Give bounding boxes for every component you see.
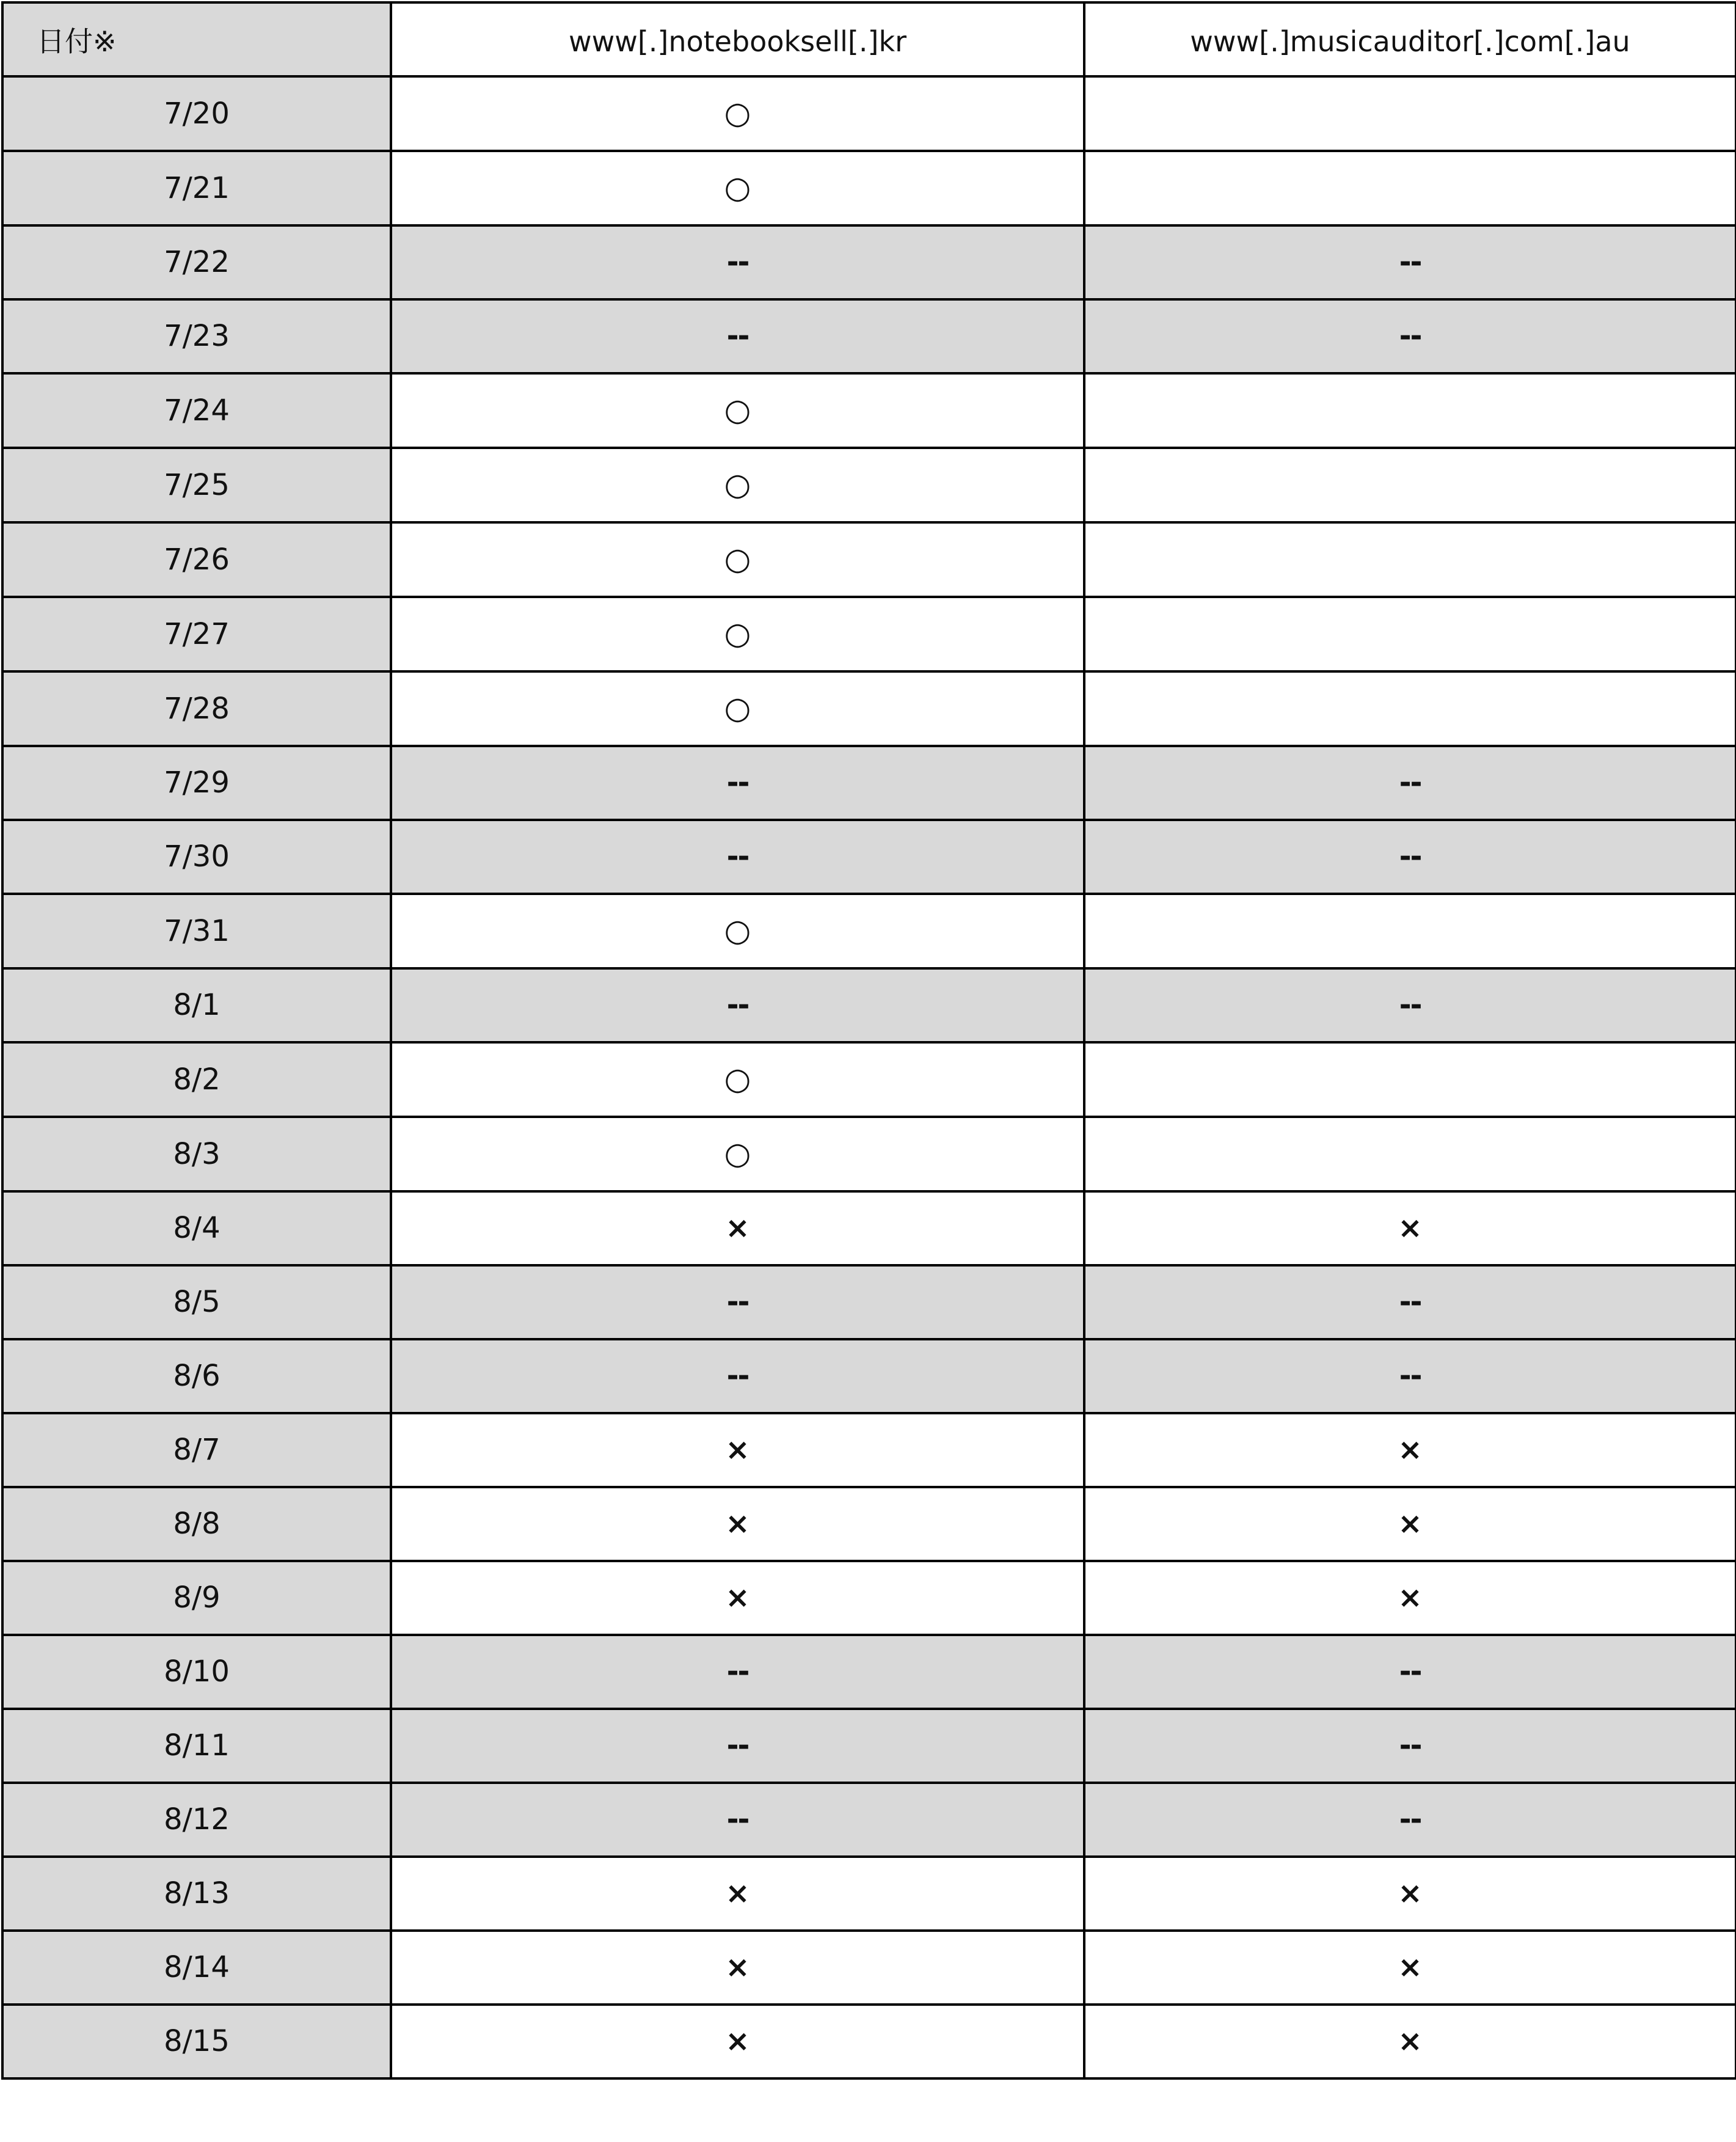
- status-cell-notebooksell[interactable]: [391, 1042, 1084, 1117]
- date-cell[interactable]: 8/15: [2, 2005, 391, 2078]
- cross-mark: ×: [725, 1211, 750, 1245]
- status-cell-musicauditor[interactable]: [1084, 2005, 1736, 2078]
- status-cell-notebooksell[interactable]: [391, 522, 1084, 597]
- dash-mark: --: [1399, 1802, 1421, 1837]
- status-cell-notebooksell[interactable]: [391, 820, 1084, 894]
- status-cell-notebooksell[interactable]: [391, 1561, 1084, 1635]
- status-cell-musicauditor[interactable]: [1084, 373, 1736, 448]
- cross-mark: ×: [1398, 1507, 1423, 1541]
- cross-mark: ×: [725, 1507, 750, 1541]
- date-cell[interactable]: 8/11: [2, 1709, 391, 1783]
- status-cell-notebooksell[interactable]: [391, 597, 1084, 671]
- table-row: [2, 894, 1736, 968]
- table-row: [2, 1413, 1736, 1487]
- status-cell-notebooksell[interactable]: [391, 1857, 1084, 1931]
- date-cell[interactable]: 8/7: [2, 1413, 391, 1487]
- circle-mark: ○: [724, 1136, 751, 1171]
- status-cell-musicauditor[interactable]: [1084, 1265, 1736, 1339]
- table-row: [2, 1709, 1736, 1783]
- status-cell-notebooksell[interactable]: [391, 1339, 1084, 1413]
- dash-mark: --: [1399, 1359, 1421, 1393]
- date-cell[interactable]: 7/23: [2, 299, 391, 373]
- table-row: [2, 1117, 1736, 1191]
- date-cell[interactable]: 7/29: [2, 746, 391, 820]
- status-cell-musicauditor[interactable]: [1084, 968, 1736, 1042]
- status-cell-musicauditor[interactable]: [1084, 1561, 1736, 1635]
- status-cell-notebooksell[interactable]: [391, 2005, 1084, 2078]
- circle-mark: ○: [724, 690, 751, 726]
- dash-mark: --: [1399, 839, 1421, 874]
- status-cell-musicauditor[interactable]: [1084, 1042, 1736, 1117]
- dash-mark: --: [726, 245, 749, 279]
- date-cell[interactable]: 8/13: [2, 1857, 391, 1931]
- circle-mark: ○: [724, 170, 751, 205]
- status-cell-notebooksell[interactable]: [391, 1487, 1084, 1561]
- date-cell[interactable]: 8/3: [2, 1117, 391, 1191]
- date-status-table: [1, 1, 1736, 2080]
- date-cell[interactable]: 7/26: [2, 522, 391, 597]
- dash-mark: --: [726, 988, 749, 1022]
- dash-mark: --: [726, 839, 749, 874]
- status-cell-musicauditor[interactable]: [1084, 448, 1736, 522]
- dash-mark: --: [726, 766, 749, 800]
- date-cell[interactable]: 7/31: [2, 894, 391, 968]
- status-cell-notebooksell[interactable]: [391, 1635, 1084, 1709]
- table-row: [2, 76, 1736, 151]
- table-row: [2, 225, 1736, 299]
- date-cell[interactable]: 8/2: [2, 1042, 391, 1117]
- table-row: [2, 597, 1736, 671]
- table-row: [2, 968, 1736, 1042]
- dash-mark: --: [726, 1802, 749, 1837]
- circle-mark: ○: [724, 913, 751, 948]
- date-cell[interactable]: 7/20: [2, 76, 391, 151]
- status-cell-notebooksell[interactable]: [391, 894, 1084, 968]
- date-cell[interactable]: 8/4: [2, 1191, 391, 1265]
- status-cell-musicauditor[interactable]: [1084, 671, 1736, 746]
- date-cell[interactable]: 8/6: [2, 1339, 391, 1413]
- status-cell-musicauditor[interactable]: [1084, 151, 1736, 225]
- header-row: [2, 2, 1736, 76]
- date-cell[interactable]: 7/25: [2, 448, 391, 522]
- status-cell-musicauditor[interactable]: [1084, 225, 1736, 299]
- status-cell-musicauditor[interactable]: [1084, 894, 1736, 968]
- table-row: [2, 671, 1736, 746]
- cross-mark: ×: [1398, 2024, 1423, 2058]
- date-cell[interactable]: 7/21: [2, 151, 391, 225]
- cross-mark: ×: [725, 2024, 750, 2058]
- circle-mark: ○: [724, 616, 751, 651]
- date-cell[interactable]: 7/27: [2, 597, 391, 671]
- status-cell-musicauditor[interactable]: [1084, 1931, 1736, 2005]
- table-row: [2, 1339, 1736, 1413]
- dash-mark: --: [726, 1654, 749, 1689]
- date-cell[interactable]: 7/28: [2, 671, 391, 746]
- table-header: [2, 2, 1736, 76]
- status-cell-musicauditor[interactable]: [1084, 299, 1736, 373]
- header-site-notebooksell[interactable]: www[.]notebooksell[.]kr: [391, 2, 1084, 76]
- status-cell-notebooksell[interactable]: [391, 299, 1084, 373]
- status-cell-notebooksell[interactable]: [391, 76, 1084, 151]
- date-cell[interactable]: 8/14: [2, 1931, 391, 2005]
- status-cell-musicauditor[interactable]: [1084, 1635, 1736, 1709]
- table-row: [2, 746, 1736, 820]
- status-cell-musicauditor[interactable]: [1084, 746, 1736, 820]
- cross-mark: ×: [1398, 1211, 1423, 1245]
- date-cell[interactable]: 8/1: [2, 968, 391, 1042]
- circle-mark: ○: [724, 1061, 751, 1097]
- status-cell-musicauditor[interactable]: [1084, 820, 1736, 894]
- status-cell-musicauditor[interactable]: [1084, 1339, 1736, 1413]
- dash-mark: --: [726, 319, 749, 353]
- dash-mark: --: [1399, 319, 1421, 353]
- table-row: [2, 1265, 1736, 1339]
- date-cell[interactable]: 7/24: [2, 373, 391, 448]
- table-row: [2, 1191, 1736, 1265]
- table-row: [2, 448, 1736, 522]
- dash-mark: --: [726, 1728, 749, 1763]
- status-cell-musicauditor[interactable]: [1084, 1413, 1736, 1487]
- status-cell-musicauditor[interactable]: [1084, 1709, 1736, 1783]
- status-cell-notebooksell[interactable]: [391, 1413, 1084, 1487]
- status-cell-notebooksell[interactable]: [391, 151, 1084, 225]
- cross-mark: ×: [1398, 1876, 1423, 1910]
- cross-mark: ×: [725, 1950, 750, 1984]
- circle-mark: ○: [724, 541, 751, 577]
- status-cell-notebooksell[interactable]: [391, 225, 1084, 299]
- cross-mark: ×: [725, 1876, 750, 1910]
- cross-mark: ×: [725, 1581, 750, 1615]
- table-row: [2, 299, 1736, 373]
- table-row: [2, 1857, 1736, 1931]
- cross-mark: ×: [1398, 1433, 1423, 1467]
- status-cell-notebooksell[interactable]: [391, 1783, 1084, 1857]
- table-row: [2, 1042, 1736, 1117]
- status-cell-musicauditor[interactable]: [1084, 1191, 1736, 1265]
- header-site-musicauditor[interactable]: www[.]musicauditor[.]com[.]au: [1084, 2, 1736, 76]
- date-cell[interactable]: 8/12: [2, 1783, 391, 1857]
- header-date[interactable]: 日付※: [2, 2, 391, 76]
- table-row: [2, 1783, 1736, 1857]
- dash-mark: --: [1399, 1728, 1421, 1763]
- table-row: [2, 1561, 1736, 1635]
- status-cell-notebooksell[interactable]: [391, 671, 1084, 746]
- table-row: [2, 151, 1736, 225]
- status-cell-notebooksell[interactable]: [391, 373, 1084, 448]
- date-cell[interactable]: 8/8: [2, 1487, 391, 1561]
- table-row: [2, 522, 1736, 597]
- cross-mark: ×: [725, 1433, 750, 1467]
- status-cell-notebooksell[interactable]: [391, 448, 1084, 522]
- date-cell[interactable]: 7/22: [2, 225, 391, 299]
- status-cell-notebooksell[interactable]: [391, 746, 1084, 820]
- table-row: [2, 373, 1736, 448]
- status-cell-notebooksell[interactable]: [391, 1191, 1084, 1265]
- table-row: [2, 1931, 1736, 2005]
- date-cell[interactable]: 8/5: [2, 1265, 391, 1339]
- cross-mark: ×: [1398, 1581, 1423, 1615]
- dash-mark: --: [1399, 245, 1421, 279]
- table-body: [2, 76, 1736, 2078]
- date-cell[interactable]: 7/30: [2, 820, 391, 894]
- status-cell-musicauditor[interactable]: [1084, 1783, 1736, 1857]
- status-cell-musicauditor[interactable]: [1084, 76, 1736, 151]
- dash-mark: --: [1399, 1654, 1421, 1689]
- status-cell-notebooksell[interactable]: [391, 1709, 1084, 1783]
- status-cell-musicauditor[interactable]: [1084, 1117, 1736, 1191]
- status-cell-notebooksell[interactable]: [391, 1117, 1084, 1191]
- dash-mark: --: [1399, 1285, 1421, 1319]
- circle-mark: ○: [724, 467, 751, 502]
- status-cell-musicauditor[interactable]: [1084, 522, 1736, 597]
- table-row: [2, 1635, 1736, 1709]
- status-cell-musicauditor[interactable]: [1084, 1487, 1736, 1561]
- date-cell[interactable]: 8/9: [2, 1561, 391, 1635]
- table-row: [2, 2005, 1736, 2078]
- status-cell-notebooksell[interactable]: [391, 1931, 1084, 2005]
- status-cell-musicauditor[interactable]: [1084, 1857, 1736, 1931]
- table-row: [2, 1487, 1736, 1561]
- date-cell[interactable]: 8/10: [2, 1635, 391, 1709]
- status-cell-musicauditor[interactable]: [1084, 597, 1736, 671]
- circle-mark: ○: [724, 392, 751, 428]
- dash-mark: --: [726, 1285, 749, 1319]
- cross-mark: ×: [1398, 1950, 1423, 1984]
- table-row: [2, 820, 1736, 894]
- circle-mark: ○: [724, 95, 751, 131]
- status-cell-notebooksell[interactable]: [391, 968, 1084, 1042]
- dash-mark: --: [726, 1359, 749, 1393]
- dash-mark: --: [1399, 988, 1421, 1022]
- status-cell-notebooksell[interactable]: [391, 1265, 1084, 1339]
- dash-mark: --: [1399, 766, 1421, 800]
